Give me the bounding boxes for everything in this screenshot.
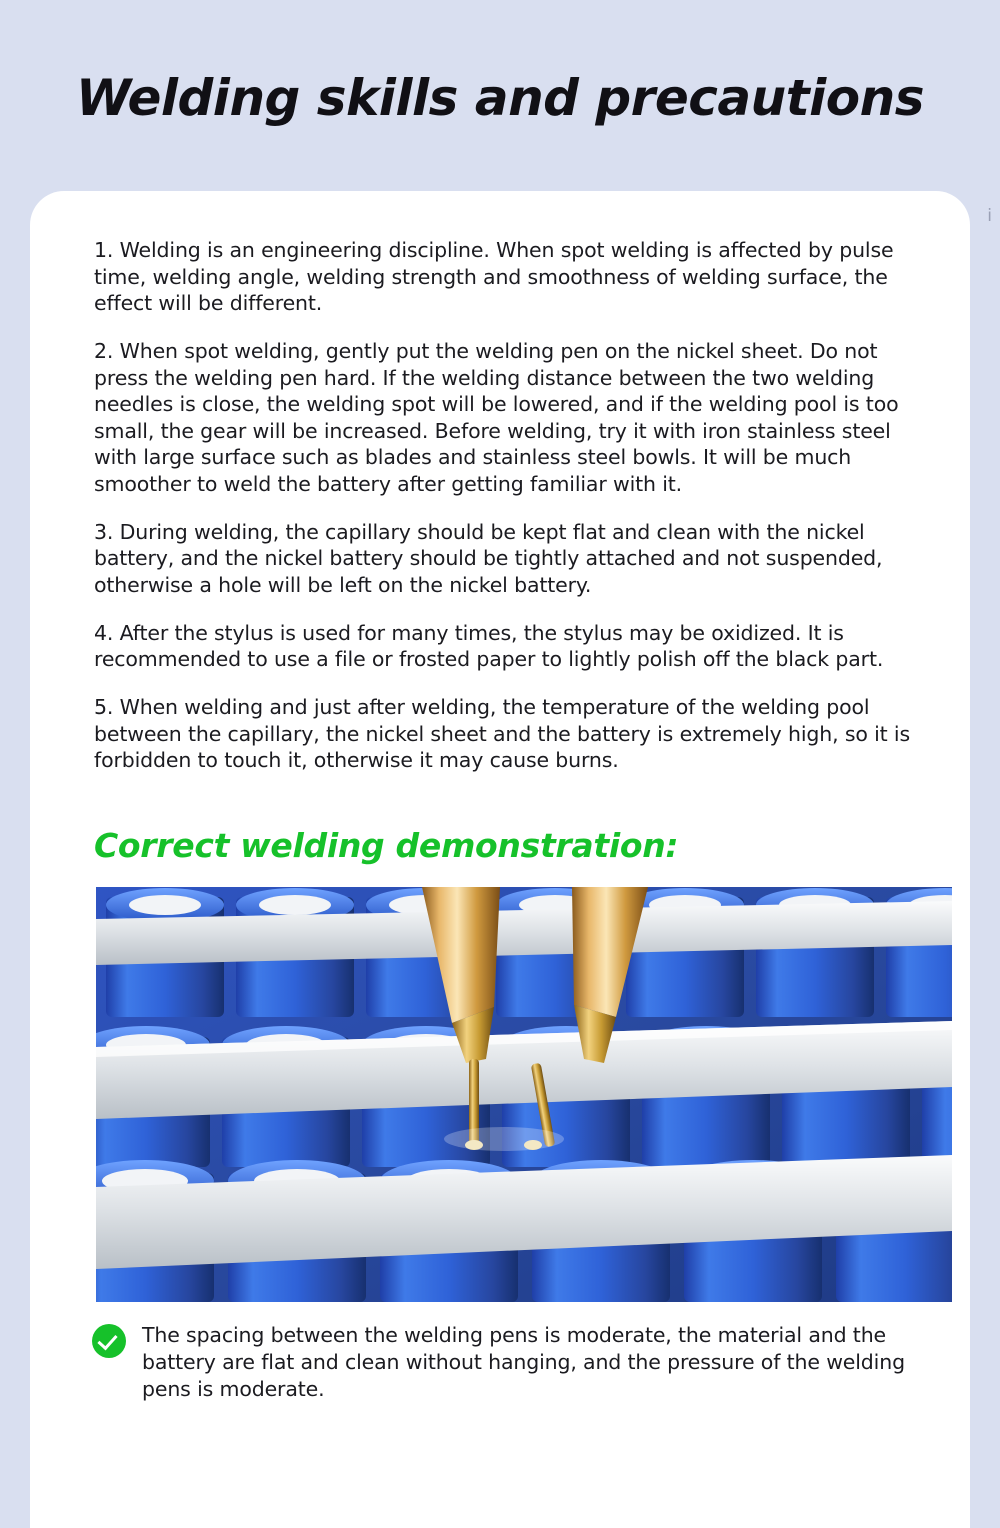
- instruction-paragraph: 5. When welding and just after welding, the temperature of the welding pool between the capillary, the nickel sheet and the battery is extremely high, so it is forbidden to touch it, otherwise it may cause burns.: [94, 694, 910, 773]
- instructions-block: [30, 191, 970, 774]
- demo-section-title: Correct welding demonstration:: [94, 825, 679, 865]
- demo-caption-row: [92, 1322, 954, 1404]
- instruction-paragraph: 1. Welding is an engineering discipline. When spot welding is affected by pulse time, welding angle, welding strength and smoothness of welding surface, the effect will be different.: [94, 238, 894, 316]
- content-card: [30, 191, 970, 1528]
- welding-illustration: [96, 887, 952, 1302]
- welding-demo-photo: [96, 887, 952, 1302]
- instruction-paragraph: 4. After the stylus is used for many times, the stylus may be oxidized. It is recommended to use a file or frosted paper to lightly polish off the black part.: [94, 620, 884, 672]
- instruction-paragraph: 2. When spot welding, gently put the welding pen on the nickel sheet. Do not press the welding pen hard. If the welding distance between the two welding needles is close, the welding spot will be lowered, and if the welding pool is too small, the gear will be increased. Before welding, try it with iron stainless steel with large surface such as blades and stainless steel bowls. It will be much smoother to weld the battery after getting familiar with it.: [94, 338, 899, 497]
- check-circle-icon: [92, 1324, 126, 1358]
- page-title: Welding skills and precautions: [76, 69, 924, 127]
- instruction-paragraph: 3. During welding, the capillary should be kept flat and clean with the nickel battery, and the nickel battery should be tightly attached and not suspended, otherwise a hole will be left on the nickel battery.: [94, 519, 883, 598]
- demo-caption-text: The spacing between the welding pens is moderate, the material and the battery are flat and clean without hanging, and the pressure of the welding pens is moderate.: [142, 1322, 905, 1402]
- stray-mark: i: [987, 206, 992, 226]
